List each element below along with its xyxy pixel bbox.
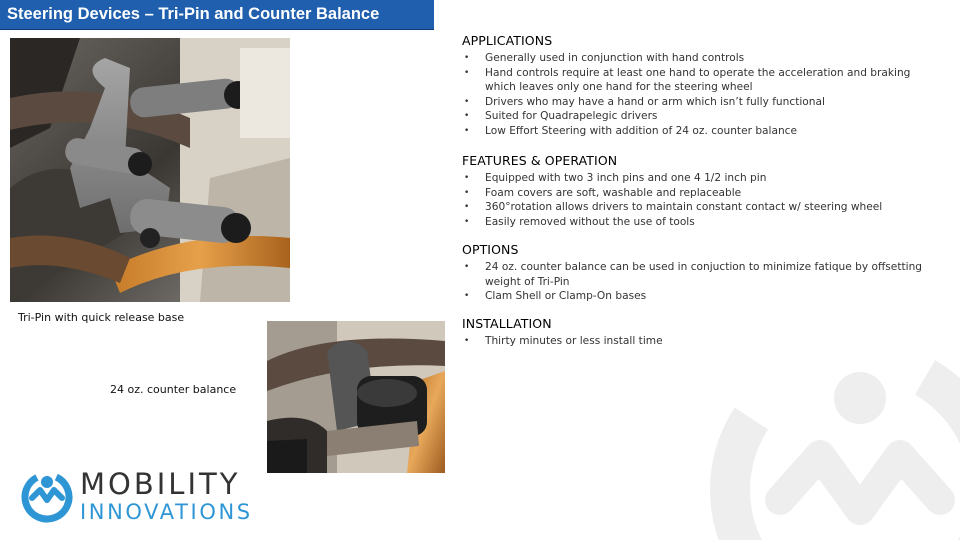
bullet: • xyxy=(464,262,470,272)
list-item xyxy=(462,95,922,110)
bullet: • xyxy=(464,291,470,301)
list-item-text: Generally used in conjunction with hand controls xyxy=(485,52,745,64)
list-item-text: 24 oz. counter balance can be used in conjuction to minimize fatique by offsetting weight of Tri-Pin xyxy=(485,261,923,288)
counter-balance-illustration xyxy=(267,321,445,473)
bullet: • xyxy=(464,67,470,78)
list-item-text: Equipped with two 3 inch pins and one 4 1/2 inch pin xyxy=(485,172,767,184)
list-item xyxy=(462,215,922,230)
list-item xyxy=(462,66,922,95)
bullet: • xyxy=(464,53,470,63)
logo-text-mobility: MOBILITY xyxy=(80,467,241,501)
list-item-text: Suited for Quadrapelegic drivers xyxy=(485,110,658,122)
list-item-text: Clam Shell or Clamp-On bases xyxy=(485,290,647,302)
list-item-text: Low Effort Steering with addition of 24 oz. counter balance xyxy=(485,124,798,137)
list-item xyxy=(462,124,922,139)
bullet: • xyxy=(464,216,470,227)
bullet: • xyxy=(464,125,470,136)
features-heading: FEATURES & OPERATION xyxy=(462,153,618,168)
options-heading: OPTIONS xyxy=(462,242,519,257)
features-section xyxy=(462,153,922,229)
installation-heading: INSTALLATION xyxy=(462,316,552,331)
list-item-text: Easily removed without the use of tools xyxy=(485,215,695,228)
title-bar xyxy=(0,0,434,30)
bullet: • xyxy=(464,111,470,121)
list-item xyxy=(462,200,922,215)
bullet: • xyxy=(464,202,470,212)
counter-balance-caption: 24 oz. counter balance xyxy=(110,383,237,396)
counter-balance-photo xyxy=(267,321,445,473)
tripin-caption: Tri-Pin with quick release base xyxy=(18,311,185,324)
list-item-text: Hand controls require at least one hand to operate the acceleration and braking which leaves only one hand for the steering wheel xyxy=(485,66,911,93)
applications-section xyxy=(462,33,922,138)
bullet: • xyxy=(464,96,470,107)
list-item xyxy=(462,109,922,124)
logo-icon xyxy=(20,468,74,526)
applications-heading: APPLICATIONS xyxy=(462,33,553,48)
bullet: • xyxy=(464,187,470,198)
list-item xyxy=(462,186,922,201)
list-item xyxy=(462,171,922,186)
bullet: • xyxy=(464,173,470,183)
list-item xyxy=(462,289,922,304)
page-title: Steering Devices – Tri-Pin and Counter Balance xyxy=(7,5,380,23)
tripin-photo xyxy=(10,38,290,302)
mobility-innovations-logo xyxy=(20,466,260,526)
options-section xyxy=(462,242,922,304)
tripin-illustration xyxy=(10,38,290,302)
list-item xyxy=(462,260,922,289)
bullet: • xyxy=(464,336,470,346)
list-item-text: Thirty minutes or less install time xyxy=(485,335,663,347)
list-item-text: Foam covers are soft, washable and replaceable xyxy=(485,186,742,199)
list-item xyxy=(462,51,922,66)
list-item-text: 360°rotation allows drivers to maintain constant contact w/ steering wheel xyxy=(485,201,883,213)
logo-text-innovations: INNOVATIONS xyxy=(80,500,253,524)
watermark-logo-icon xyxy=(700,330,960,540)
list-item-text: Drivers who may have a hand or arm which isn’t fully functional xyxy=(485,95,825,108)
